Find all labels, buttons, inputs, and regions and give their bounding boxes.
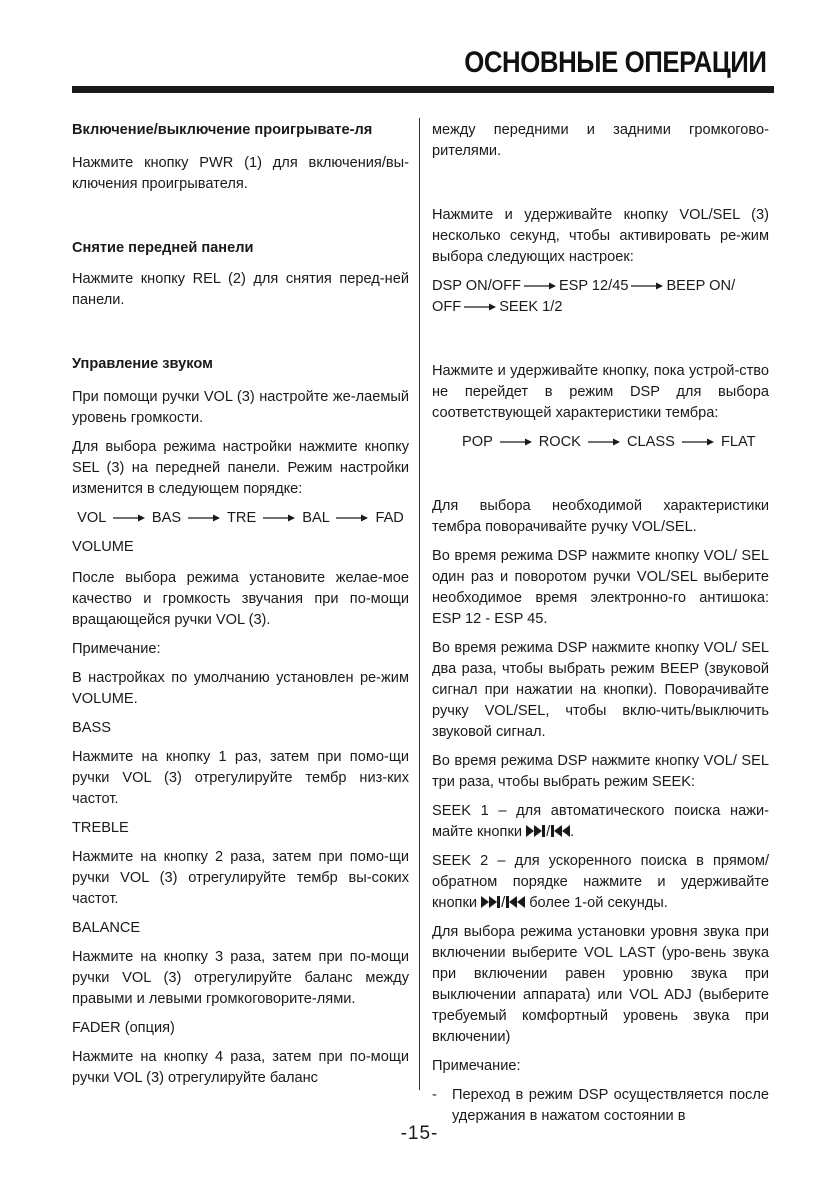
arrow-right-icon [631, 282, 663, 290]
beep-text: Во время режима DSP нажмите кнопку VOL/ SEL два раза, чтобы выбрать режим BEEP (звуковой сигнал при нажатии на кнопки). Поворачивайте ручку VOL/SEL, чтобы вклю-чить/выключить звуковой сигнал. [432, 640, 769, 740]
page-title: ОСНОВНЫЕ ОПЕРАЦИИ [464, 46, 767, 79]
left-column [72, 118, 409, 1089]
header-rule [72, 86, 774, 93]
seq-item: VOL [77, 510, 106, 526]
next-track-icon [481, 895, 501, 909]
seq-item: FLAT [720, 434, 756, 450]
arrow-right-icon [682, 438, 714, 446]
seq-item: FAD [375, 510, 404, 526]
seq-item: TRE [226, 510, 257, 526]
prev-track-icon [505, 895, 525, 909]
list-item [432, 1085, 769, 1127]
bullet-text: Переход в режим DSP осуществляется после удержания в нажатом состоянии в [452, 1087, 769, 1124]
seq-item: BAL [302, 510, 330, 526]
column-divider [419, 118, 420, 1090]
arrow-right-icon [263, 514, 295, 522]
arrow-right-icon [588, 438, 620, 446]
volume-label: VOLUME [72, 539, 134, 555]
next-track-icon [526, 824, 546, 838]
treble-label: TREBLE [72, 820, 129, 836]
power-heading: Включение/выключение проигрывате-ля [72, 122, 373, 138]
sound-heading: Управление звуком [72, 356, 213, 372]
eq-text: Для выбора необходимой характеристики тембра поворачивайте ручку VOL/SEL. [432, 498, 769, 535]
bass-text: Нажмите на кнопку 1 раз, затем при помо-щи ручки VOL (3) отрегулируйте тембр низ-ких частот. [72, 749, 409, 807]
bullet-dash: - [432, 1087, 437, 1103]
bass-label: BASS [72, 720, 111, 736]
seq-item: ROCK [538, 434, 581, 450]
seq-item: CLASS [626, 434, 675, 450]
dsp-text: Нажмите и удерживайте кнопку, пока устрой-ство не перейдет в режим DSP для выбора соответствующей характеристики тембра: [432, 363, 769, 421]
settings-sequence [432, 276, 769, 318]
sound-text-1: При помощи ручки VOL (3) настройте же-лаемый уровень громкости. [72, 389, 409, 426]
sound-text-2: Для выбора режима настройки нажмите кнопку SEL (3) на передней панели. Режим настройки изменится в следующем порядке: [72, 439, 409, 497]
prev-track-icon [550, 824, 570, 838]
page-number: -15- [400, 1123, 439, 1144]
seq-item: BAS [151, 510, 182, 526]
continued-text: между передними и задними громкогово-рителями. [432, 122, 769, 159]
seq-item: POP [462, 434, 493, 450]
slash-glyph: / [546, 824, 551, 840]
note-text: В настройках по умолчанию установлен ре-жим VOLUME. [72, 670, 409, 707]
balance-label: BALANCE [72, 920, 141, 936]
right-column [432, 118, 769, 1127]
seek2-text: SEEK 2 – для ускоренного поиска в прямом/ обратном порядке нажмите и удерживайте кнопки / более 1-ой секунды. [432, 853, 769, 911]
seq-item: DSP ON/OFF [432, 278, 521, 294]
seek-text: Во время режима DSP нажмите кнопку VOL/ SEL три раза, чтобы выбрать режим SEEK: [432, 753, 769, 790]
panel-heading: Снятие передней панели [72, 240, 254, 256]
arrow-right-icon [464, 303, 496, 311]
mode-sequence [72, 508, 409, 529]
treble-text: Нажмите на кнопку 2 раза, затем при помо-щи ручки VOL (3) отрегулируйте тембр вы-соких частот. [72, 849, 409, 907]
note-label-right: Примечание: [432, 1058, 521, 1074]
arrow-right-icon [524, 282, 556, 290]
arrow-right-icon [336, 514, 368, 522]
seq-item: BEEP ON/ [666, 278, 736, 294]
vol-text: Для выбора режима установки уровня звука при включении выберите VOL LAST (уро-вень звука при включении равен уровню звука при выключении аппарата) или VOL ADJ (выберите требуемый комфортный уровень звука при включении) [432, 924, 769, 1045]
power-text: Нажмите кнопку PWR (1) для включения/вы-ключения проигрывателя. [72, 155, 409, 192]
seq-item: SEEK 1/2 [499, 299, 563, 315]
arrow-right-icon [188, 514, 220, 522]
slash-glyph: / [501, 895, 506, 911]
fader-label: FADER (опция) [72, 1020, 175, 1036]
arrow-right-icon [113, 514, 145, 522]
eq-sequence [432, 432, 769, 453]
arrow-right-icon [500, 438, 532, 446]
volume-text: После выбора режима установите желае-мое качество и громкость звучания при по-мощи вращающейся ручки VOL (3). [72, 570, 409, 628]
fader-text: Нажмите на кнопку 4 раза, затем при по-мощи ручки VOL (3) отрегулируйте баланс [72, 1049, 409, 1086]
seq-item: OFF [432, 299, 462, 315]
seq-item: ESP 12/45 [558, 278, 629, 294]
esp-text: Во время режима DSP нажмите кнопку VOL/ SEL один раз и поворотом ручки VOL/SEL выберите необходимое время электронно-го антишока: ESP 12 - ESP 45. [432, 548, 769, 627]
note-label: Примечание: [72, 641, 161, 657]
seek1-text: SEEK 1 – для автоматического поиска нажи-майте кнопки / . [432, 803, 769, 840]
balance-text: Нажмите на кнопку 3 раза, затем при по-мощи ручки VOL (3) отрегулируйте баланс между правыми и левыми громкоговорите-лями. [72, 949, 409, 1007]
panel-text: Нажмите кнопку REL (2) для снятия перед-ней панели. [72, 271, 409, 308]
hold-text: Нажмите и удерживайте кнопку VOL/SEL (3) несколько секунд, чтобы активировать ре-жим выбора следующих настроек: [432, 207, 769, 265]
